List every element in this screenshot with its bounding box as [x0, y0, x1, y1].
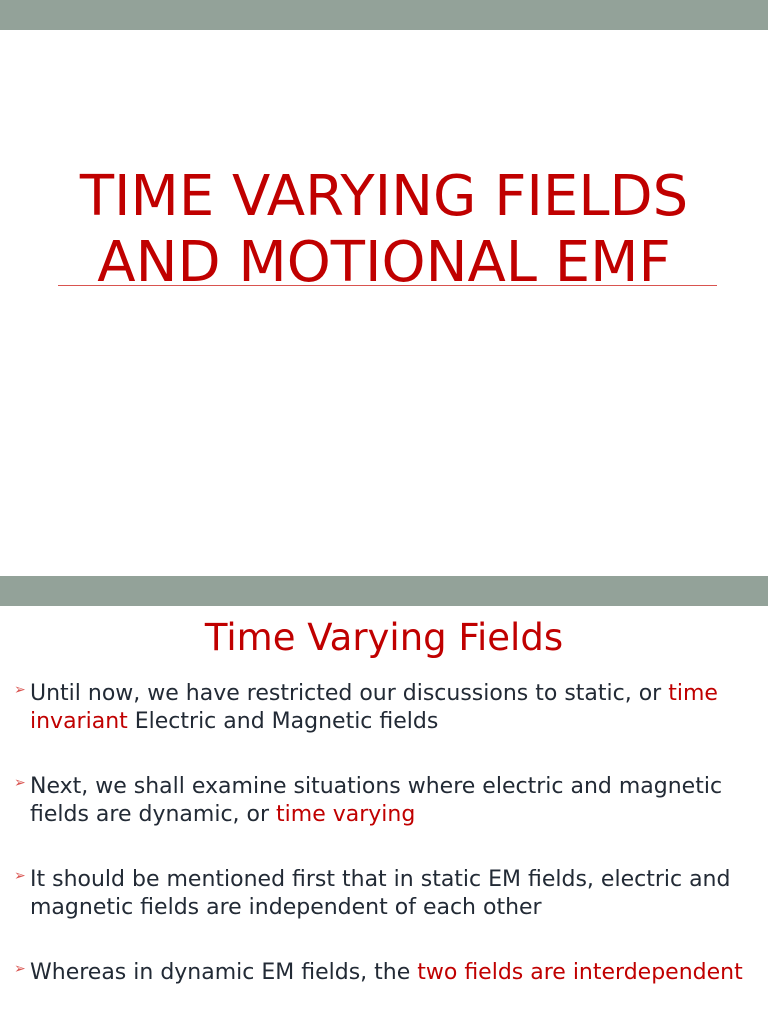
- title-line-1: TIME VARYING FIELDS: [79, 164, 689, 229]
- slide-content: [0, 576, 768, 1024]
- slide-top-bar: [0, 0, 768, 30]
- bullet-highlight: time invariant: [30, 681, 718, 734]
- bullet-text: Next, we shall examine situations where electric and magnetic fields are dynamic, or: [30, 774, 723, 827]
- bullet-item: [14, 680, 754, 736]
- title-underline: [58, 285, 717, 286]
- bullet-list: [14, 680, 754, 1024]
- bullet-item: [14, 959, 754, 987]
- arrow-right-icon: ➢: [14, 775, 26, 791]
- slide-title-heading: [0, 164, 768, 296]
- bullet-item: [14, 866, 754, 922]
- slide-heading: Time Varying Fields: [204, 616, 564, 659]
- bullet-text: Whereas in dynamic EM fields, the: [30, 960, 418, 985]
- bullet-text: It should be mentioned first that in static EM fields, electric and magnetic fields are independent of each other: [30, 867, 731, 920]
- title-line-2: AND MOTIONAL EMF: [97, 230, 671, 295]
- arrow-right-icon: ➢: [14, 868, 26, 884]
- bullet-highlight: two fields are interdependent: [417, 960, 743, 985]
- bullet-item: [14, 773, 754, 829]
- bullet-text-after: Electric and Magnetic fields: [127, 709, 439, 734]
- arrow-right-icon: ➢: [14, 961, 26, 977]
- bullet-highlight: time varying: [276, 802, 416, 827]
- slide-top-bar: [0, 576, 768, 606]
- arrow-right-icon: ➢: [14, 682, 26, 698]
- bullet-text: Until now, we have restricted our discussions to static, or: [30, 681, 669, 706]
